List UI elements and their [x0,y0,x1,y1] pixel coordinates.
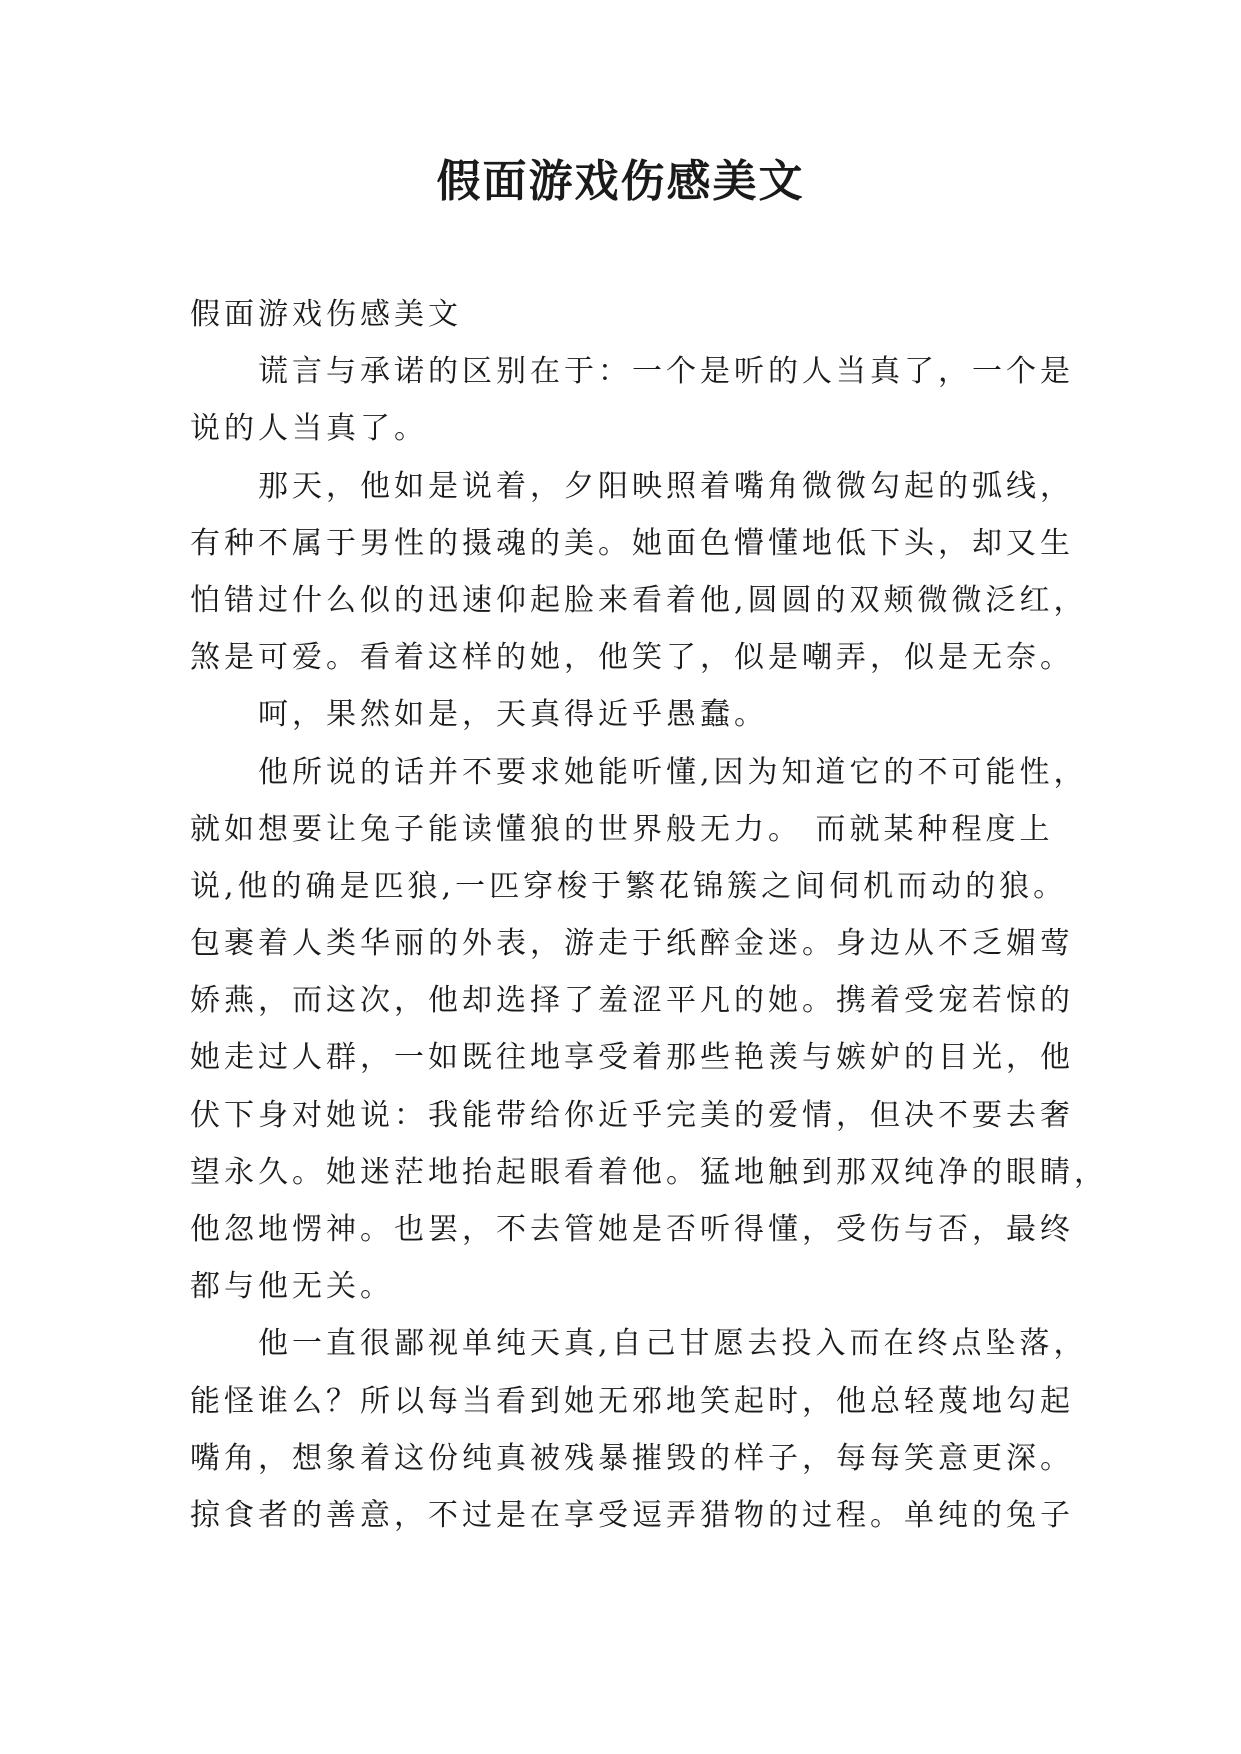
text-line: 他一直很鄙视单纯天真,自己甘愿去投入而在终点坠落， [258,1326,1088,1362]
text-line: 煞是可爱。看着这样的她，他笑了，似是嘲弄，似是无奈。 [190,640,1074,676]
text-line: 说,他的确是匹狼,一匹穿梭于繁花锦簇之间伺机而动的狼。 [190,868,1068,904]
text-line: 谎言与承诺的区别在于：一个是听的人当真了，一个是 [258,354,1074,390]
text-line: 都与他无关。 [190,1269,394,1305]
text-line: 嘴角，想象着这份纯真被残暴摧毁的样子，每每笑意更深。 [190,1440,1074,1476]
text-line: 望永久。她迷茫地抬起眼看着他。猛地触到那双纯净的眼睛， [190,1154,1108,1190]
text-line: 呵，果然如是，天真得近乎愚蠢。 [258,697,768,733]
text-line: 他所说的话并不要求她能听懂,因为知道它的不可能性， [258,754,1088,790]
text-line: 她走过人群，一如既往地享受着那些艳羡与嫉妒的目光，他 [190,1040,1074,1076]
text-line: 有种不属于男性的摄魂的美。她面色懵懂地低下头，却又生 [190,525,1074,561]
text-line: 包裹着人类华丽的外表，游走于纸醉金迷。身边从不乏媚莺 [190,926,1074,962]
document-subtitle: 假面游戏伤感美文 [190,297,462,332]
text-line: 就如想要让兔子能读懂狼的世界般无力。 而就某种程度上 [190,811,1054,847]
text-line: 那天，他如是说着，夕阳映照着嘴角微微勾起的弧线， [258,468,1074,504]
text-line: 掠食者的善意，不过是在享受逗弄猎物的过程。单纯的兔子 [190,1497,1074,1533]
text-line: 伏下身对她说：我能带给你近乎完美的爱情，但决不要去奢 [190,1097,1074,1133]
text-line: 娇燕，而这次，他却选择了羞涩平凡的她。携着受宠若惊的 [190,983,1074,1019]
text-line: 怕错过什么似的迅速仰起脸来看着他,圆圆的双颊微微泛红， [190,582,1088,618]
text-line: 说的人当真了。 [190,411,428,447]
document-body [190,286,1108,1544]
document-title: 假面游戏伤感美文 [436,156,805,207]
text-line: 能怪谁么？所以每当看到她无邪地笑起时，他总轻蔑地勾起 [190,1383,1074,1419]
text-line: 他忽地愣神。也罢，不去管她是否听得懂，受伤与否，最终 [190,1212,1074,1247]
